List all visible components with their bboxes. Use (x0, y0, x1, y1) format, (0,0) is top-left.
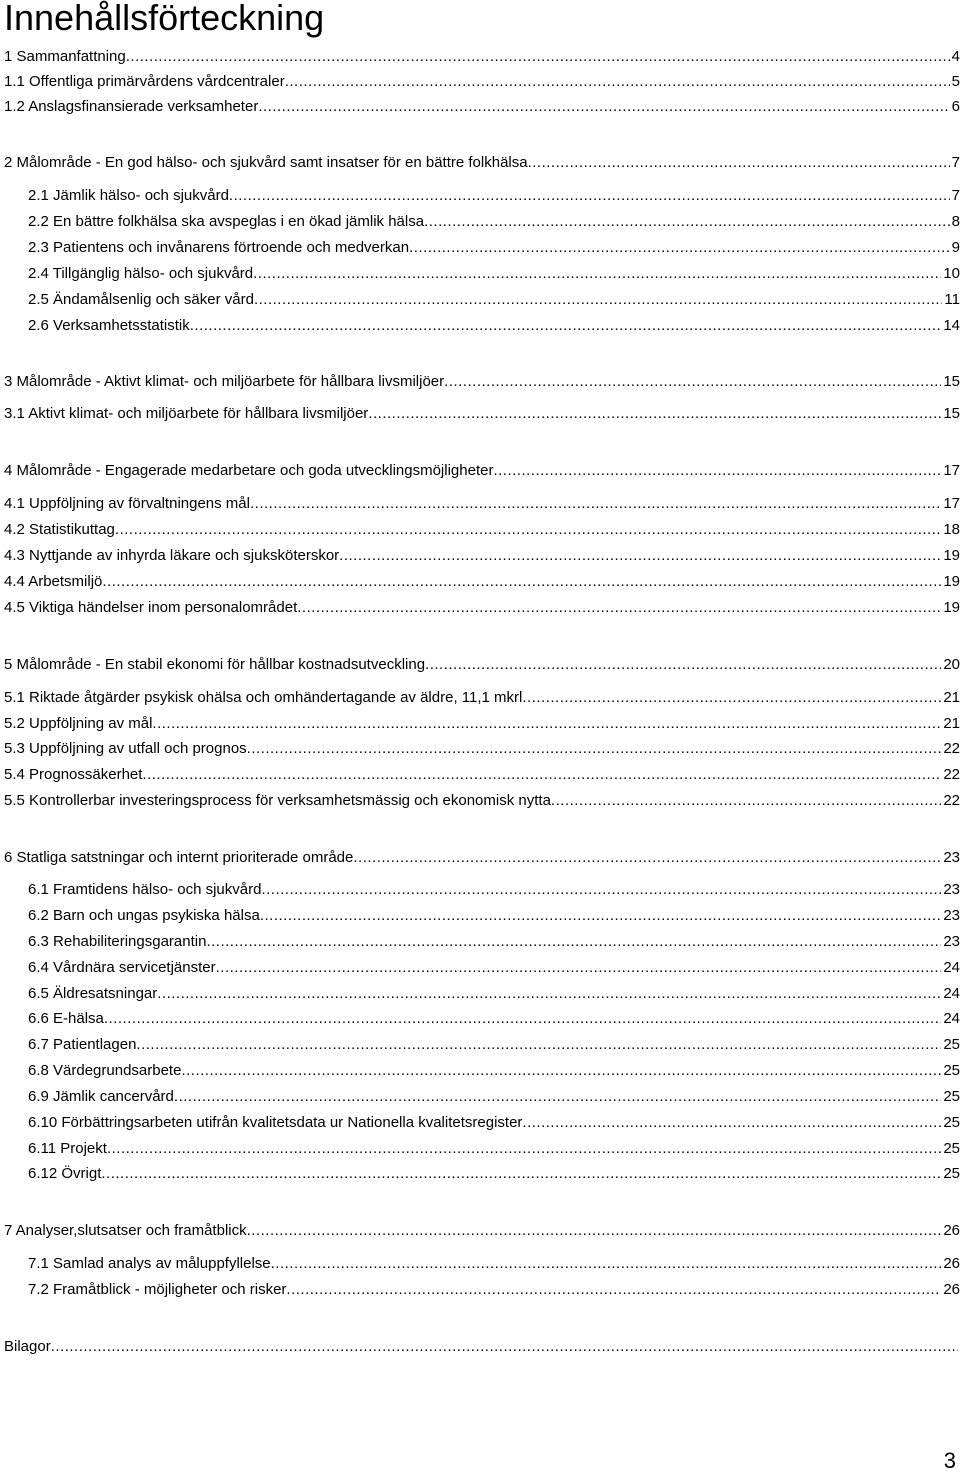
toc-entry-label: 7.2 Framåtblick - möjligheter och risker (28, 1281, 287, 1298)
toc-entry-label: 2.1 Jämlik hälso- och sjukvård (28, 187, 229, 204)
toc-entry-page: 25 (943, 1088, 960, 1105)
toc-entry-page: 23 (943, 933, 960, 950)
toc-entry-page: 11 (944, 291, 960, 308)
toc-entry[interactable] (0, 1275, 960, 1299)
page-number: 3 (943, 1448, 956, 1473)
toc-entry-label: 1.2 Anslagsfinansierade verksamheter (4, 98, 259, 115)
toc-entry-page: 25 (943, 1114, 960, 1131)
toc-leader-dots (444, 373, 941, 391)
toc-entry-label: 4.5 Viktiga händelser inom personalområdet (4, 599, 298, 616)
toc-entry-page: 25 (943, 1036, 960, 1053)
toc-leader-dots (174, 1088, 941, 1106)
toc-entry-label: 4.2 Statistikuttag (4, 521, 115, 538)
toc-entry-page: 6 (951, 98, 960, 115)
toc-entry-page: 24 (943, 985, 960, 1002)
toc-leader-dots (425, 656, 941, 674)
toc-entry[interactable] (0, 285, 960, 309)
toc-entry-label: 1.1 Offentliga primärvårdens vårdcentraler (4, 73, 285, 90)
toc-entry[interactable] (0, 650, 960, 674)
toc-leader-dots (142, 766, 941, 784)
toc-entry-label: 6.9 Jämlik cancervård (28, 1088, 174, 1105)
toc-leader-dots (229, 187, 950, 205)
toc-entry[interactable] (0, 1108, 960, 1132)
toc-leader-dots (339, 547, 941, 565)
toc-leader-dots (261, 881, 941, 899)
toc-entry-label: 6.11 Projekt (28, 1140, 107, 1157)
toc-entry[interactable] (0, 515, 960, 539)
toc-leader-dots (152, 715, 941, 733)
toc-leader-dots (126, 48, 950, 66)
toc-leader-dots (258, 98, 949, 116)
toc-leader-dots (136, 1036, 941, 1054)
toc-entry[interactable] (0, 1056, 960, 1080)
toc-entry-label: 5.1 Riktade åtgärder psykisk ohälsa och omhändertagande av äldre, 11,1 mkrl (4, 689, 523, 706)
toc-leader-dots (528, 154, 950, 172)
toc-entry[interactable] (0, 875, 960, 899)
toc-entry-page: 24 (943, 1010, 960, 1027)
toc-leader-dots (551, 792, 941, 810)
toc-entry-page: 23 (943, 907, 960, 924)
toc-leader-dots (107, 1140, 941, 1158)
toc-entry-label: 6.12 Övrigt (28, 1165, 102, 1182)
toc-entry[interactable] (0, 843, 960, 867)
toc-entry-page: 15 (943, 373, 960, 390)
toc-entry-page: 26 (943, 1281, 960, 1298)
toc-entry[interactable] (0, 567, 960, 591)
toc-entry[interactable] (0, 181, 960, 205)
toc-entry[interactable] (0, 1249, 960, 1273)
toc-leader-dots (247, 740, 942, 758)
toc-entry-page: 23 (943, 881, 960, 898)
toc-entry[interactable] (0, 734, 960, 758)
toc-entry-page: 10 (943, 265, 960, 282)
toc-entry-label: 2.5 Ändamålsenlig och säker vård (28, 291, 254, 308)
toc-entry-page: 17 (943, 495, 960, 512)
toc-leader-dots (522, 689, 941, 707)
toc-leader-dots (353, 849, 941, 867)
toc-entry[interactable] (0, 1082, 960, 1106)
toc-entry-label: 6.3 Rehabiliteringsgarantin (28, 933, 207, 950)
toc-entry-label: 4.1 Uppföljning av förvaltningens mål (4, 495, 250, 512)
toc-entry-label: 5.4 Prognossäkerhet (4, 766, 143, 783)
toc-leader-dots (104, 1010, 941, 1028)
toc-entry-label: Bilagor (4, 1338, 51, 1355)
toc-entry-label: 3.1 Aktivt klimat- och miljöarbete för hållbara livsmiljöer (4, 405, 369, 422)
toc-entry[interactable] (0, 1332, 960, 1356)
toc-entry-label: 7.1 Samlad analys av måluppfyllelse (28, 1255, 271, 1272)
toc-entry[interactable] (0, 42, 960, 66)
toc-entry-label: 5.5 Kontrollerbar investeringsprocess för verksamhetsmässig och ekonomisk nytta (4, 792, 551, 809)
toc-leader-dots (101, 1165, 941, 1183)
toc-entry-label: 2 Målområde - En god hälso- och sjukvård samt insatser för en bättre folkhälsa (4, 154, 528, 171)
toc-entry-page: 14 (943, 317, 960, 334)
toc-entry[interactable] (0, 683, 960, 707)
toc-entry[interactable] (0, 367, 960, 391)
toc-entry[interactable] (0, 1030, 960, 1054)
toc-entry[interactable] (0, 259, 960, 283)
toc-entry-page: 8 (951, 213, 960, 230)
toc-entry-label: 5.2 Uppföljning av mål (4, 715, 153, 732)
toc-leader-dots (493, 462, 941, 480)
toc-leader-dots (260, 907, 942, 925)
toc-entry-label: 3 Målområde - Aktivt klimat- och miljöarbete för hållbara livsmiljöer (4, 373, 445, 390)
toc-entry-page: 21 (943, 715, 960, 732)
toc-leader-dots (115, 521, 941, 539)
toc-leader-dots (190, 317, 942, 335)
toc-entry[interactable] (0, 541, 960, 565)
toc-entry-label: 7 Analyser,slutsatser och framåtblick (4, 1222, 247, 1239)
toc-entry-label: 4 Målområde - Engagerade medarbetare och goda utvecklingsmöjligheter (4, 462, 494, 479)
toc-leader-dots (254, 291, 942, 309)
toc-leader-dots (181, 1062, 941, 1080)
toc-entry-page: 21 (943, 689, 960, 706)
toc-entry-label: 2.4 Tillgänglig hälso- och sjukvård (28, 265, 254, 282)
toc-entry-page: 17 (943, 462, 960, 479)
toc-leader-dots (409, 239, 950, 257)
toc-leader-dots (250, 495, 941, 513)
toc-leader-dots (286, 1281, 941, 1299)
toc-entry-page: 19 (943, 547, 960, 564)
toc-leader-dots (157, 985, 941, 1003)
toc-entry-label: 4.3 Nyttjande av inhyrda läkare och sjuksköterskor (4, 547, 340, 564)
toc-leader-dots (51, 1338, 958, 1356)
toc-entry[interactable] (0, 67, 960, 91)
toc-entry-page: 7 (951, 187, 960, 204)
toc-entry[interactable] (0, 311, 960, 335)
toc-entry-label: 2.6 Verksamhetsstatistik (28, 317, 190, 334)
toc-entry[interactable] (0, 1159, 960, 1183)
toc-entry[interactable] (0, 489, 960, 513)
toc-entry-label: 2.2 En bättre folkhälsa ska avspeglas i en ökad jämlik hälsa (28, 213, 425, 230)
toc-entry-page: 19 (943, 599, 960, 616)
toc-entry-label: 6 Statliga satstningar och internt prioriterade område (4, 849, 354, 866)
toc-entry[interactable] (0, 760, 960, 784)
toc-entry[interactable] (0, 593, 960, 617)
toc-leader-dots (247, 1222, 942, 1240)
toc-entry[interactable] (0, 399, 960, 423)
toc-entry[interactable] (0, 207, 960, 231)
toc-leader-dots (206, 933, 941, 951)
toc-entry-page: 22 (943, 740, 960, 757)
toc-leader-dots (271, 1255, 942, 1273)
toc-entry-page: 25 (943, 1062, 960, 1079)
toc-entry-label: 6.6 E-hälsa (28, 1010, 104, 1027)
toc-entry-page: 22 (943, 766, 960, 783)
toc-entry-label: 2.3 Patientens och invånarens förtroende och medverkan (28, 239, 410, 256)
toc-leader-dots (368, 405, 941, 423)
toc-entry[interactable] (0, 953, 960, 977)
toc-entry-label: 4.4 Arbetsmiljö (4, 573, 103, 590)
toc-entry-label: 6.7 Patientlagen (28, 1036, 137, 1053)
toc-entry-label: 6.10 Förbättringsarbeten utifrån kvalitetsdata ur Nationella kvalitetsregister (28, 1114, 523, 1131)
toc-entry-page: 22 (943, 792, 960, 809)
toc-leader-dots (216, 959, 942, 977)
toc-leader-dots (522, 1114, 941, 1132)
toc-entry-page: 4 (951, 48, 960, 65)
toc-entry[interactable] (0, 979, 960, 1003)
toc-leader-dots (285, 73, 950, 91)
toc-entry[interactable] (0, 927, 960, 951)
toc-entry-label: 6.4 Vårdnära servicetjänster (28, 959, 216, 976)
toc-entry[interactable] (0, 456, 960, 480)
toc-entry[interactable] (0, 1134, 960, 1158)
toc-entry-label: 6.2 Barn och ungas psykiska hälsa (28, 907, 260, 924)
toc-entry-page: 26 (943, 1255, 960, 1272)
toc-entry[interactable] (0, 233, 960, 257)
toc-entry[interactable] (0, 1216, 960, 1240)
page-title: Innehållsförteckning (4, 0, 325, 38)
toc-entry-page: 5 (951, 73, 960, 90)
toc-entry[interactable] (0, 709, 960, 733)
toc-entry-label: 5.3 Uppföljning av utfall och prognos (4, 740, 247, 757)
toc-entry-page: 25 (943, 1140, 960, 1157)
toc-entry[interactable] (0, 901, 960, 925)
toc-entry-page: 25 (943, 1165, 960, 1182)
toc-entry-page: 23 (943, 849, 960, 866)
toc-entry-page: 26 (943, 1222, 960, 1239)
toc-entry[interactable] (0, 786, 960, 810)
toc-entry[interactable] (0, 92, 960, 116)
toc-entry[interactable] (0, 148, 960, 172)
toc-entry-page: 24 (943, 959, 960, 976)
toc-entry-label: 5 Målområde - En stabil ekonomi för hållbar kostnadsutveckling (4, 656, 426, 673)
toc-leader-dots (297, 599, 941, 617)
toc-entry-page: 9 (951, 239, 960, 256)
toc-entry-page: 18 (943, 521, 960, 538)
toc-entry-page: 15 (943, 405, 960, 422)
toc-leader-dots (424, 213, 950, 231)
toc-entry-label: 1 Sammanfattning (4, 48, 126, 65)
toc-entry-label: 6.1 Framtidens hälso- och sjukvård (28, 881, 262, 898)
toc-leader-dots (102, 573, 941, 591)
toc-entry[interactable] (0, 1004, 960, 1028)
toc-entry-page: 19 (943, 573, 960, 590)
toc-entry-page: 7 (951, 154, 960, 171)
toc-leader-dots (253, 265, 941, 283)
toc-entry-page: 20 (943, 656, 960, 673)
toc-entry-label: 6.8 Värdegrundsarbete (28, 1062, 182, 1079)
toc-entry-label: 6.5 Äldresatsningar (28, 985, 158, 1002)
